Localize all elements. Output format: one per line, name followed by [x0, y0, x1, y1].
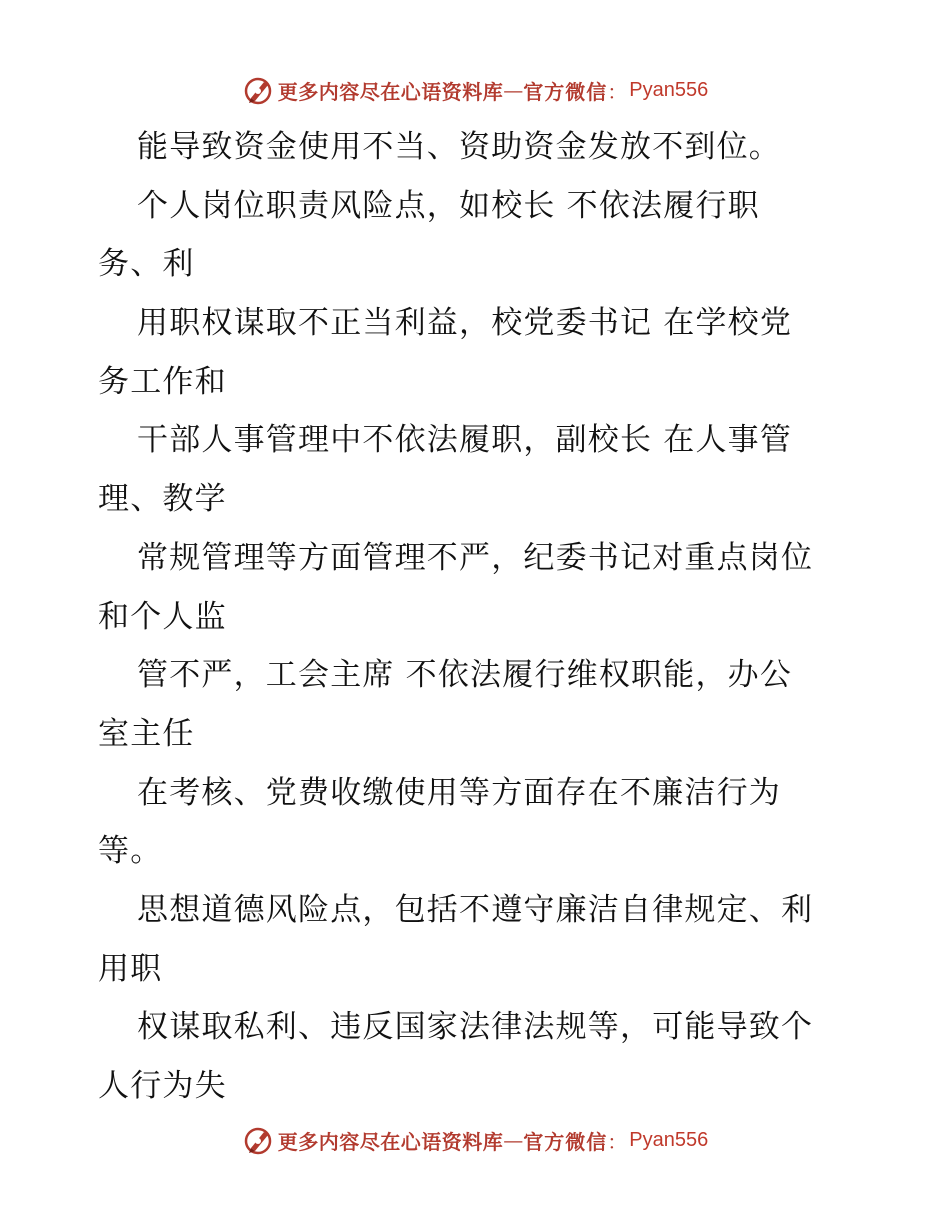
footer-dash: —: [503, 1128, 524, 1152]
text-line: 用职权谋取不正当利益，校党委书记 在学校党: [137, 305, 793, 342]
header-banner: [0, 68, 950, 112]
header-wechat-id: Pyan556: [629, 78, 709, 101]
text-line: 个人岗位职责风险点，如校长 不依法履行职: [137, 187, 760, 224]
text-line: 常规管理等方面管理不严，纪委书记对重点岗位: [137, 539, 814, 576]
text-line: 人行为失: [98, 1068, 227, 1104]
text-line: 思想道德风险点，包括不遵守廉洁自律规定、利: [137, 891, 814, 928]
pen-logo-icon: [242, 74, 274, 106]
text-line: 权谋取私利、违反国家法律法规等，可能导致个: [137, 1009, 814, 1046]
body-text: [98, 118, 868, 1116]
header-dash: —: [503, 78, 524, 102]
text-line: 用职: [98, 950, 163, 987]
header-wechat-label: 官方微信: [523, 79, 608, 104]
text-line: 等。: [98, 833, 163, 870]
text-line: 室主任: [98, 715, 195, 752]
pen-logo-icon: [242, 1124, 274, 1156]
footer-banner: [0, 1118, 950, 1162]
footer-brand-text: 更多内容尽在心语资料库: [277, 1129, 504, 1154]
header-colon: ：: [607, 79, 628, 104]
footer-colon: ：: [607, 1129, 628, 1154]
text-line: 在考核、党费收缴使用等方面存在不廉洁行为: [137, 774, 781, 811]
header-brand-text: 更多内容尽在心语资料库: [277, 79, 504, 104]
text-line: 务、利: [98, 246, 195, 283]
text-line: 干部人事管理中不依法履职，副校长 在人事管: [137, 422, 793, 459]
footer-wechat-id: Pyan556: [629, 1128, 709, 1151]
text-line: 和个人监: [98, 598, 227, 635]
text-line: 能导致资金使用不当、资助资金发放不到位。: [137, 129, 781, 165]
text-line: 务工作和: [98, 363, 227, 400]
footer-wechat-label: 官方微信: [523, 1129, 608, 1154]
text-line: 管不严，工会主席 不依法履行维权职能，办公: [137, 657, 793, 694]
text-line: 理、教学: [98, 481, 227, 518]
